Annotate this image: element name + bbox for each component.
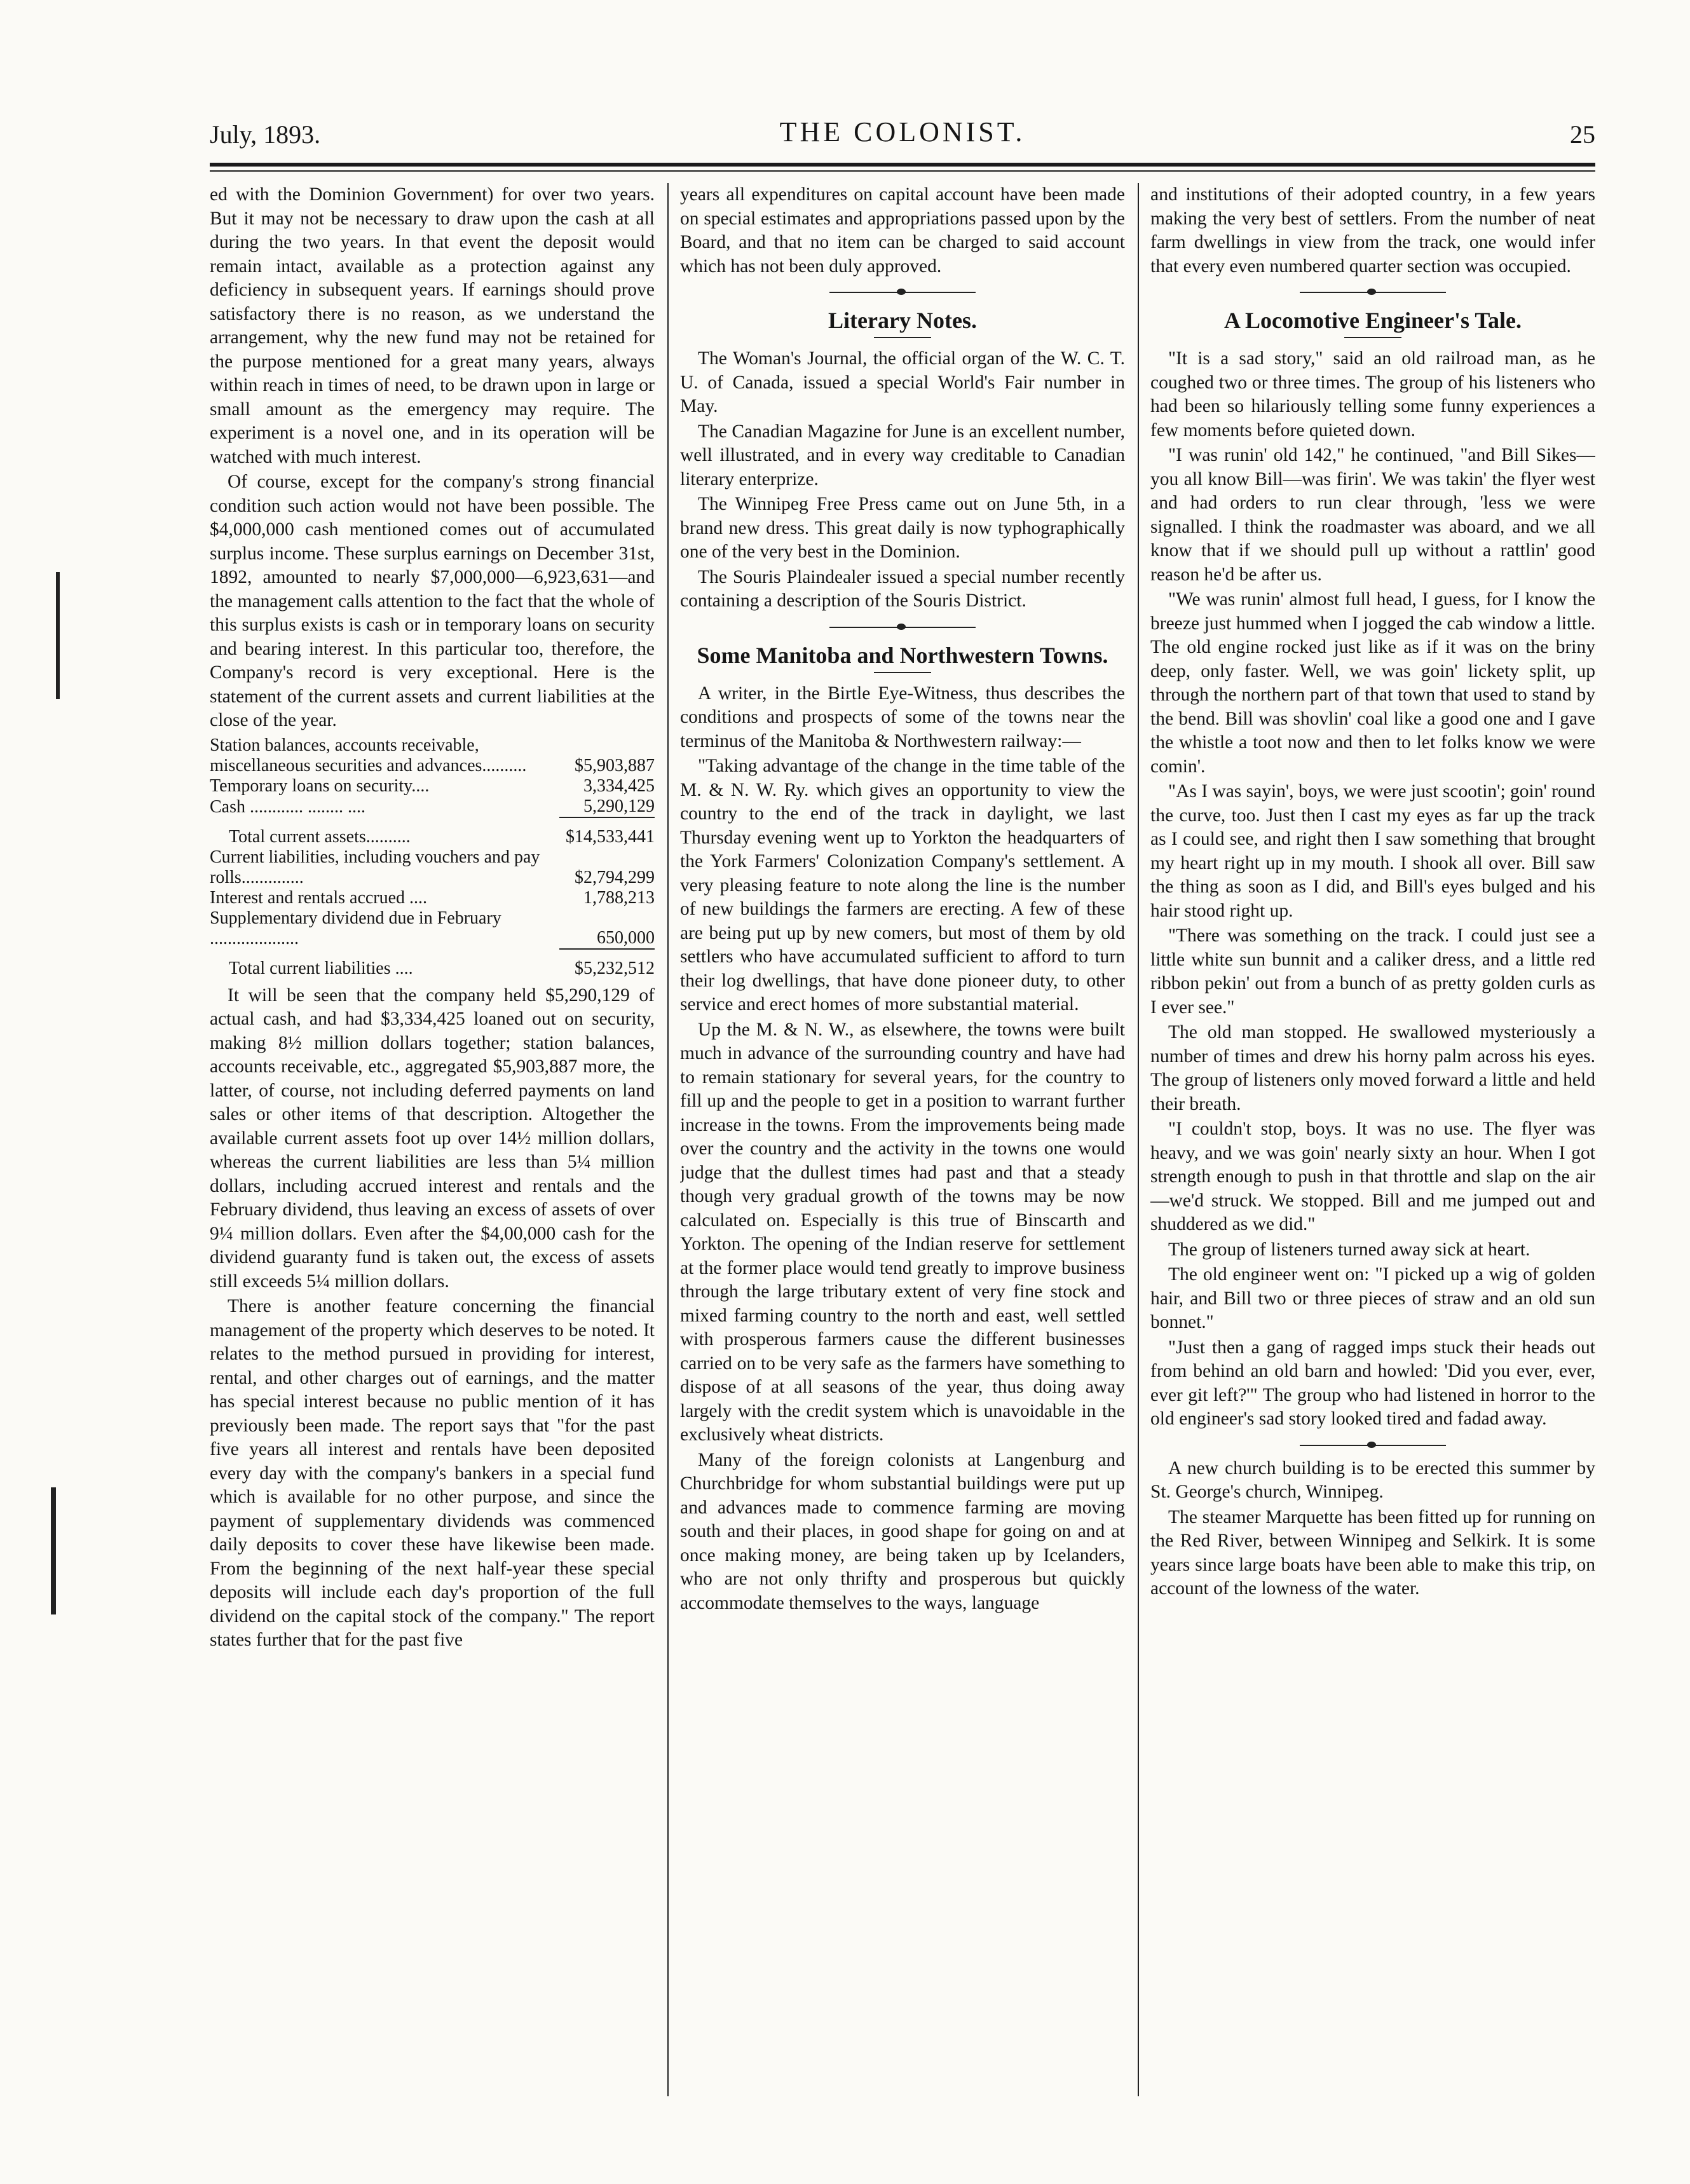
column-3 <box>1150 183 1595 2109</box>
masthead <box>210 114 1595 153</box>
table-row <box>210 949 655 979</box>
masthead-rule-thin <box>210 170 1595 172</box>
table-cell-label: Cash ............ ........ .... <box>210 796 365 817</box>
table-row <box>210 735 655 776</box>
masthead-rule-thick <box>210 163 1595 167</box>
section-heading-literary-notes: Literary Notes. <box>828 308 977 333</box>
table-cell-value: $5,232,512 <box>559 949 655 979</box>
scan-margin-mark <box>51 1487 56 1614</box>
paragraph: "We was runin' almost full head, I guess, for I know the breeze just hummed when I jogged the cab window a little. The old engine rocked just like as if it was on the briny deep, only faster. Well, we was goin' lickety split, up through the northern part of that town that used to stand by the bend. Bill was shovlin' coal like a good one and I gave the whistle a toot now and then to let folks know we were comin'. <box>1150 589 1595 777</box>
paragraph: The Winnipeg Free Press came out on June 5th, in a brand new dress. This great daily is now typhographically one of the very best in the Dominion. <box>680 494 1125 562</box>
paragraph: The Souris Plaindealer issued a special number recently containing a description of the Souris District. <box>680 566 1125 611</box>
table-cell-value: $14,533,441 <box>559 817 655 847</box>
heading-rule <box>874 337 931 338</box>
table-cell-value: $2,794,299 <box>575 867 655 887</box>
table-cell-value: 3,334,425 <box>583 775 655 796</box>
column-divider-1 <box>667 183 669 2096</box>
table-cell-label: Supplementary dividend due in February .................... <box>210 908 501 948</box>
heading-rule <box>874 672 931 673</box>
table-row <box>210 817 655 847</box>
table-cell-label: Total current assets.......... <box>229 826 411 847</box>
paragraph: It will be seen that the company held $5,290,129 of actual cash, and had $3,334,425 loaned out on security, making 8½ million dollars together; station balances, accounts receivable, etc., aggregated $5,903,887 more, the latter, of course, not including deferred payments on land sales or other items of that description. Altogether the available current assets foot up over 14½ million dollars, whereas the current liabilities are less than 5¼ million dollars, including accrued interest and rentals and the February dividend, thus leaving an excess of assets of over 9¼ million dollars. Even after the $4,00,000 cash for the dividend guaranty fund is taken out, the excess of assets still exceeds 5¼ million dollars. <box>210 985 655 1292</box>
paragraph: and institutions of their adopted country, in a few years making the very best of settlers. From the number of neat farm dwellings in view from the track, one would infer that every even numbered quarter section was occupied. <box>1150 184 1595 276</box>
paragraph: "There was something on the track. I could just see a little white sun bunnit and a caliker dress, and a little red ribbon pekin' out from a bunch of as pretty golden curls as I ever see." <box>1150 925 1595 1018</box>
paragraph: The steamer Marquette has been fitted up for running on the Red River, between Winnipeg and Selkirk. It is some years since large boats have been able to make this trip, on account of the lowness of the water. <box>1150 1506 1595 1599</box>
paragraph: "I was runin' old 142," he continued, "and Bill Sikes—you all know Bill—was firin'. We was takin' the flyer west and had orders to run clear through, 'less we were signalled. I think the roadmaster was aboard, and we all know that if we should pull up without a rattlin' good reason he'd be after us. <box>1150 445 1595 585</box>
paragraph: years all expenditures on capital account have been made on special estimates and appropriations passed upon by the Board, and that no item can be charged to said account which has not been duly approved. <box>680 184 1125 276</box>
paragraph: "I couldn't stop, boys. It was no use. The flyer was heavy, and we was goin' nearly sixty an hour. When I got strength enough to push in that throttle and slap on the air—we'd struck. We stopped. Bill and me jumped out and shuddered as we did." <box>1150 1119 1595 1234</box>
ornamental-rule <box>1300 1440 1446 1450</box>
assets-liabilities-table <box>210 735 655 979</box>
newspaper-title: THE COLONIST. <box>779 116 1026 147</box>
paragraph: There is another feature concerning the financial management of the property which deserves to be noted. It relates to the method pursued in providing for interest, rental, and other charges out of earnings, and the matter has special interest because no public mention of it has previously been made. The report says that "for the past five years all interest and rentals have been deposited every day with the company's bankers in a special fund which is available for no other purpose, and since the payment of supplementary dividends was commenced daily deposits to cover these have likewise been made. From the beginning of the next half-year these special deposits will include each day's proportion of the full dividend on the capital stock of the company." The report states further that for the past five <box>210 1296 655 1650</box>
paragraph: Of course, except for the company's strong financial condition such action would not have been possible. The $4,000,000 cash mentioned comes out of accumulated surplus income. These surplus earnings on December 31st, 1892, amounted to nearly $7,000,000—6,923,631—and the management calls attention to the fact that the whole of this surplus exists is cash or in temporary loans on security and bearing interest. In this particular too, therefore, the Company's record is very exceptional. Here is the statement of the current assets and current liabilities at the close of the year. <box>210 472 655 730</box>
table-cell-value: 1,788,213 <box>583 887 655 908</box>
paragraph: The group of listeners turned away sick at heart. <box>1168 1239 1530 1260</box>
paragraph: "Taking advantage of the change in the time table of the M. & N. W. Ry. which gives an opportunity to view the country to the end of the track in daylight, we last Thursday evening went up to Yorkton the headquarters of the York Farmers' Colonization Company's settlement. A very pleasing feature to note along the line is the number of new buildings the farmers are erecting. A few of these are being put up by new comers, but most of them by old settlers who have accumulated sufficient to afford to turn their log dwellings, that have done pioneer duty, to other service and erect homes of more substantial material. <box>680 756 1125 1014</box>
paragraph: "It is a sad story," said an old railroad man, as he coughed two or three times. The group of his listeners who had been so hilariously telling some funny experiences a few moments before quieted down. <box>1150 348 1595 440</box>
table-cell-value: $5,903,887 <box>575 755 655 775</box>
table-cell-label: Temporary loans on security.... <box>210 775 430 796</box>
paragraph: The old engineer went on: "I picked up a wig of golden hair, and Bill two or three pieces of straw and an old sun bonnet." <box>1150 1264 1595 1332</box>
newspaper-page <box>210 114 1595 2123</box>
paragraph: A new church building is to be erected this summer by St. George's church, Winnipeg. <box>1150 1457 1595 1502</box>
table-row <box>210 908 655 949</box>
paragraph: "As I was sayin', boys, we were just scootin'; goin' round the curve, too. Just then I cast my eyes as far up the track as I could see, and right then I saw something that brought my heart right up in my mouth. I shook all over. Bill saw the thing as soon as I did, and Bill's eyes bulged and his hair stood right up. <box>1150 781 1595 921</box>
paragraph: Up the M. & N. W., as elsewhere, the towns were built much in advance of the surrounding country and have had to remain stationary for several years, for the country to fill up and the people to get in a position to warrant further increase in the towns. From the improvements being made over the country and the activity in the towns one would judge that the dullest times had past and that a steady though very gradual growth of the towns may be now calculated on. Especially is this true of Binscarth and Yorkton. The opening of the Indian reserve for settlement at the former place would tend greatly to improve business through the large tributary extent of very fine stock and mixed farming country to the north and east, well settled with prosperous farmers cause the different businesses carried on to be very safe as the farmers have something to dispose of at all seasons of the year, thus doing away largely with the credit system which is unavoidable in the exclusively wheat districts. <box>680 1019 1125 1445</box>
table-cell-label: Station balances, accounts receivable, miscellaneous securities and advances.......... <box>210 735 527 775</box>
table-row <box>210 847 655 888</box>
section-heading-manitoba-towns: Some Manitoba and Northwestern Towns. <box>697 642 1108 668</box>
paragraph: The old man stopped. He swallowed mysteriously a number of times and drew his horny palm across his eyes. The group of listeners only moved forward a little and held their breath. <box>1150 1022 1595 1114</box>
heading-rule <box>1344 337 1401 338</box>
paragraph: The Woman's Journal, the official organ of the W. C. T. U. of Canada, issued a special World's Fair number in May. <box>680 348 1125 416</box>
paragraph: ed with the Dominion Government) for over two years. But it may not be necessary to draw upon the cash at all during the two years. In that event the deposit would remain intact, available as a protection against any deficiency in subsequent years. If earnings should prove satisfactory there is no reason, as we understand the arrangement, why the new fund may not be retained for the purpose mentioned for a great many years, always within reach in times of need, to be drawn upon in large or small amount as the emergency may require. The experiment is a novel one, and in its operation will be watched with much interest. <box>210 184 655 467</box>
paragraph: "Just then a gang of ragged imps stuck their heads out from behind an old barn and howled: 'Did you ever, ever, ever git left?'" The group who had listened in horror to the old engineer's sad story looked tired and fadad away. <box>1150 1337 1595 1429</box>
scan-margin-mark <box>56 572 60 699</box>
issue-date: July, 1893. <box>210 120 321 149</box>
ornamental-rule <box>829 287 976 297</box>
paragraph: Many of the foreign colonists at Langenburg and Churchbridge for whom substantial buildings were put up and advances made to commence farming are moving south and their places, in good shape for going on and at once making money, are being taken up by Icelanders, who are not only thrifty and prosperous but quickly accommodate themselves to the ways, language <box>680 1449 1125 1613</box>
ornamental-rule <box>1300 287 1446 297</box>
table-cell-label: Total current liabilities .... <box>229 958 413 978</box>
table-cell-value: 650,000 <box>597 927 655 948</box>
paragraph: The Canadian Magazine for June is an excellent number, well illustrated, and in every way creditable to Canadian literary enterprize. <box>680 421 1125 489</box>
column-1 <box>210 183 655 2109</box>
table-row <box>210 888 655 908</box>
section-heading-engineers-tale: A Locomotive Engineer's Tale. <box>1224 308 1522 333</box>
table-row <box>210 776 655 796</box>
column-divider-2 <box>1138 183 1139 2096</box>
table-cell-value: 5,290,129 <box>583 796 655 816</box>
table-cell-label: Interest and rentals accrued .... <box>210 887 428 908</box>
ornamental-rule <box>829 622 976 632</box>
table-cell-label: Current liabilities, including vouchers and pay rolls.............. <box>210 847 540 887</box>
table-row <box>210 796 655 817</box>
page-number: 25 <box>1570 120 1595 149</box>
column-2 <box>680 183 1125 2109</box>
paragraph: A writer, in the Birtle Eye-Witness, thus describes the conditions and prospects of some of the towns near the terminus of the Manitoba & Northwestern railway:— <box>680 683 1125 751</box>
